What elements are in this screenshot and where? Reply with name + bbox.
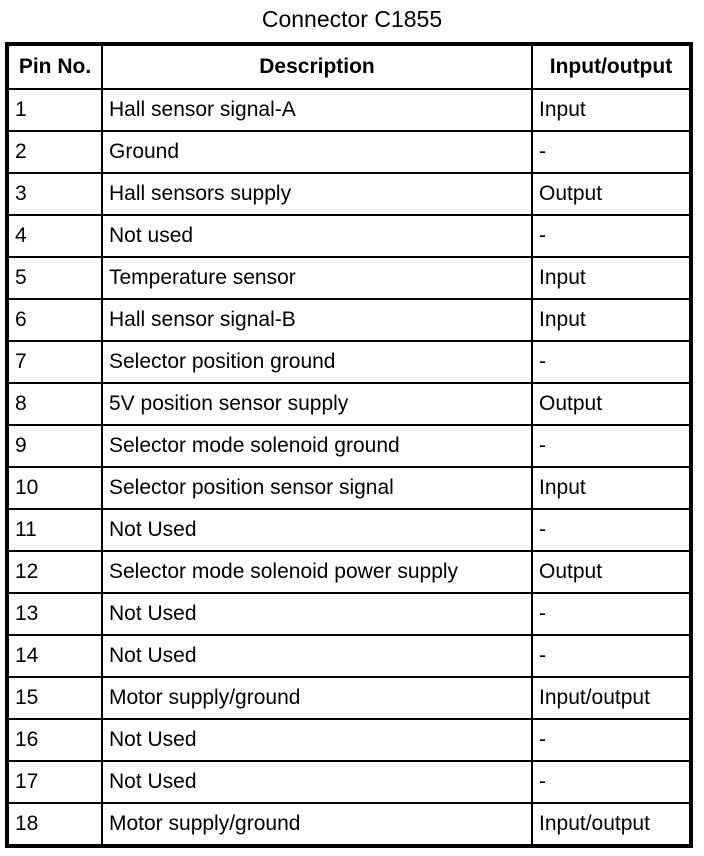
pin-cell: 16 (7, 719, 102, 761)
pin-cell: 14 (7, 635, 102, 677)
io-cell: Output (532, 173, 691, 215)
pin-cell: 18 (7, 803, 102, 846)
description-cell: Hall sensor signal-B (102, 299, 532, 341)
table-row (7, 173, 691, 215)
description-cell: Not Used (102, 635, 532, 677)
table-row (7, 425, 691, 467)
io-cell: - (532, 719, 691, 761)
description-cell: Hall sensors supply (102, 173, 532, 215)
io-cell: - (532, 425, 691, 467)
table-row (7, 215, 691, 257)
description-cell: Ground (102, 131, 532, 173)
table-row (7, 719, 691, 761)
table-row (7, 509, 691, 551)
description-cell: Hall sensor signal-A (102, 89, 532, 131)
pin-cell: 8 (7, 383, 102, 425)
table-row (7, 593, 691, 635)
description-cell: Selector position ground (102, 341, 532, 383)
pin-cell: 3 (7, 173, 102, 215)
pin-cell: 12 (7, 551, 102, 593)
description-cell: Motor supply/ground (102, 803, 532, 846)
connector-pin-table (5, 42, 693, 848)
description-cell: Not used (102, 215, 532, 257)
table-body (7, 89, 691, 846)
description-cell: Selector mode solenoid ground (102, 425, 532, 467)
table-row (7, 383, 691, 425)
header-description: Description (102, 44, 532, 89)
pin-cell: 6 (7, 299, 102, 341)
description-cell: Not Used (102, 509, 532, 551)
io-cell: - (532, 341, 691, 383)
header-row (7, 44, 691, 89)
table-row (7, 299, 691, 341)
table-row (7, 635, 691, 677)
pin-cell: 15 (7, 677, 102, 719)
description-cell: Motor supply/ground (102, 677, 532, 719)
io-cell: - (532, 509, 691, 551)
table-row (7, 761, 691, 803)
io-cell: - (532, 131, 691, 173)
table-header (7, 44, 691, 89)
io-cell: - (532, 215, 691, 257)
table-row (7, 677, 691, 719)
io-cell: - (532, 761, 691, 803)
io-cell: Input (532, 257, 691, 299)
pin-cell: 9 (7, 425, 102, 467)
header-pin-no: Pin No. (7, 44, 102, 89)
io-cell: - (532, 635, 691, 677)
pin-cell: 13 (7, 593, 102, 635)
table-row (7, 467, 691, 509)
pin-cell: 4 (7, 215, 102, 257)
io-cell: Output (532, 383, 691, 425)
description-cell: Selector mode solenoid power supply (102, 551, 532, 593)
description-cell: Not Used (102, 761, 532, 803)
description-cell: Selector position sensor signal (102, 467, 532, 509)
pin-cell: 17 (7, 761, 102, 803)
pin-cell: 5 (7, 257, 102, 299)
description-cell: Not Used (102, 719, 532, 761)
table-row (7, 551, 691, 593)
table-row (7, 131, 691, 173)
io-cell: Input (532, 299, 691, 341)
io-cell: Input/output (532, 803, 691, 846)
table-row (7, 341, 691, 383)
table-row (7, 257, 691, 299)
pin-cell: 7 (7, 341, 102, 383)
pin-cell: 11 (7, 509, 102, 551)
table-row (7, 89, 691, 131)
header-input-output: Input/output (532, 44, 691, 89)
io-cell: Input (532, 467, 691, 509)
page-title: Connector C1855 (261, 6, 443, 32)
io-cell: Input (532, 89, 691, 131)
description-cell: Not Used (102, 593, 532, 635)
io-cell: - (532, 593, 691, 635)
pin-cell: 2 (7, 131, 102, 173)
description-cell: 5V position sensor supply (102, 383, 532, 425)
table-row (7, 803, 691, 846)
io-cell: Input/output (532, 677, 691, 719)
io-cell: Output (532, 551, 691, 593)
pin-cell: 10 (7, 467, 102, 509)
description-cell: Temperature sensor (102, 257, 532, 299)
pin-cell: 1 (7, 89, 102, 131)
